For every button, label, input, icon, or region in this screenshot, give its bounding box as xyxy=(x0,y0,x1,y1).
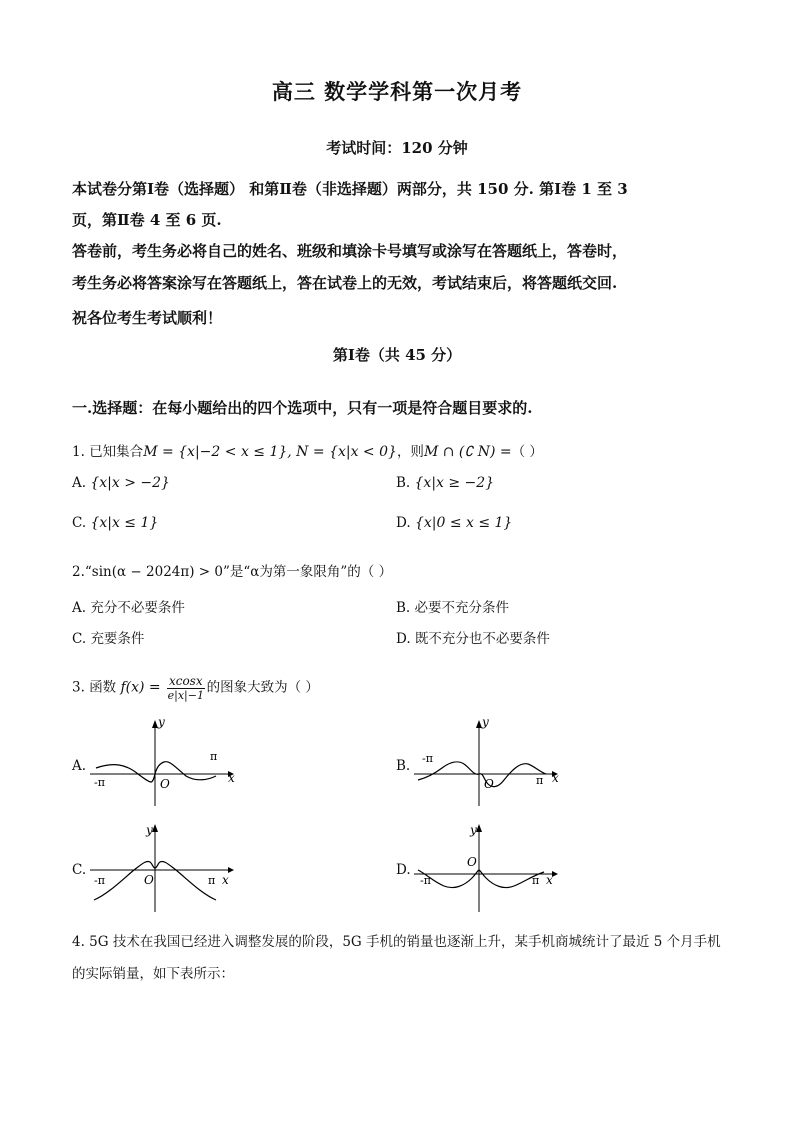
y-label: y xyxy=(470,823,477,837)
origin-label: O xyxy=(484,777,494,791)
question-1-stem xyxy=(72,440,543,460)
neg-pi-label: -π xyxy=(420,874,431,887)
graph-a xyxy=(88,716,238,810)
origin-label: O xyxy=(160,777,170,791)
x-label: x xyxy=(546,873,553,887)
formula: f(x) = xyxy=(120,679,161,696)
x-axis-arrow xyxy=(228,867,234,873)
q2-option-d: D. 既不充分也不必要条件 xyxy=(396,631,550,647)
part-title: 第Ⅰ卷（共 45 分） xyxy=(332,346,462,364)
pi-label: π xyxy=(536,774,544,787)
section-heading: 一.选择题：在每小题给出的四个选项中，只有一项是符合题目要求的. xyxy=(72,399,533,417)
q1-option-c: C. {x|x ≤ 1} xyxy=(72,515,159,531)
pi-label: π xyxy=(210,750,218,763)
intro-line-3: 答卷前，考生务必将自己的姓名、班级和填涂卡号填写或涂写在答题纸上，答卷时， xyxy=(72,242,628,260)
graph-c-label: C. xyxy=(72,862,87,878)
y-axis-arrow xyxy=(152,824,158,832)
q1-option-b: B. {x|x ≥ −2} xyxy=(396,475,495,491)
x-label: x xyxy=(222,873,229,887)
question-3-stem: 3. 函数 f(x) = $\frac{xcosx}{e|x|-1}$ 的图象大致为（ ） xyxy=(72,674,319,702)
y-axis-arrow xyxy=(476,824,482,832)
formula: M ∩ (∁ N) = xyxy=(423,444,512,460)
question-number: 1. xyxy=(72,444,85,460)
graph-b-label: B. xyxy=(396,758,411,774)
x-label: x xyxy=(552,771,559,785)
stem-text: ，则 xyxy=(396,444,424,460)
x-axis-arrow xyxy=(552,871,558,877)
y-label: y xyxy=(482,716,489,729)
fraction-numerator: xcosx xyxy=(168,674,203,688)
x-label: x xyxy=(228,771,235,785)
q2-option-b: B. 必要不充分条件 xyxy=(396,600,510,616)
answer-paren: （ ） xyxy=(511,444,543,460)
q1-option-a: A. {x|x > −2} xyxy=(72,475,170,491)
formula: M = {x|−2 < x ≤ 1}, N = {x|x < 0} xyxy=(143,444,397,460)
graph-d xyxy=(412,820,562,914)
graph-c xyxy=(88,820,238,914)
fraction xyxy=(167,674,205,702)
curve xyxy=(418,870,544,888)
fraction-denominator: e|x|−1 xyxy=(167,689,204,702)
graph-d-label: D. xyxy=(396,862,411,878)
question-4-line-2: 的实际销量，如下表所示： xyxy=(72,966,234,982)
stem-text: 已知集合 xyxy=(89,444,144,460)
graph-b xyxy=(412,716,562,810)
question-4-line-1: 4. 5G 技术在我国已经进入调整发展的阶段，5G 手机的销量也逐渐上升，某手机商城统计了最近 5 个月手机 xyxy=(72,934,721,950)
intro-line-5: 祝各位考生考试顺利！ xyxy=(72,309,223,327)
question-2-stem: 2.“sin(α − 2024π) > 0”是“α为第一象限角”的（ ） xyxy=(72,564,393,580)
curve xyxy=(96,762,216,782)
page-title: 高三 数学学科第一次月考 xyxy=(271,79,523,104)
y-label: y xyxy=(158,716,165,729)
neg-pi-label: -π xyxy=(94,776,105,789)
exam-time: 考试时间：120 分钟 xyxy=(326,139,468,157)
graph-a-label: A. xyxy=(72,758,87,774)
intro-line-2: 页，第Ⅱ卷 4 至 6 页. xyxy=(72,211,222,229)
origin-label: O xyxy=(467,855,477,869)
neg-pi-label: -π xyxy=(422,752,433,765)
origin-label: O xyxy=(144,873,154,887)
intro-line-4: 考生务必将答案涂写在答题纸上，答在试卷上的无效，考试结束后，将答题纸交回. xyxy=(72,274,618,292)
q1-option-d: D. {x|0 ≤ x ≤ 1} xyxy=(396,515,513,531)
y-label: y xyxy=(146,823,153,837)
q2-option-c: C. 充要条件 xyxy=(72,631,145,647)
neg-pi-label: -π xyxy=(94,874,105,887)
q2-option-a: A. 充分不必要条件 xyxy=(72,600,185,616)
pi-label: π xyxy=(532,874,540,887)
intro-line-1: 本试卷分第Ⅰ卷（选择题） 和第Ⅱ卷（非选择题）两部分，共 150 分. 第Ⅰ卷 1 至 3 xyxy=(72,180,628,198)
pi-label: π xyxy=(208,874,216,887)
